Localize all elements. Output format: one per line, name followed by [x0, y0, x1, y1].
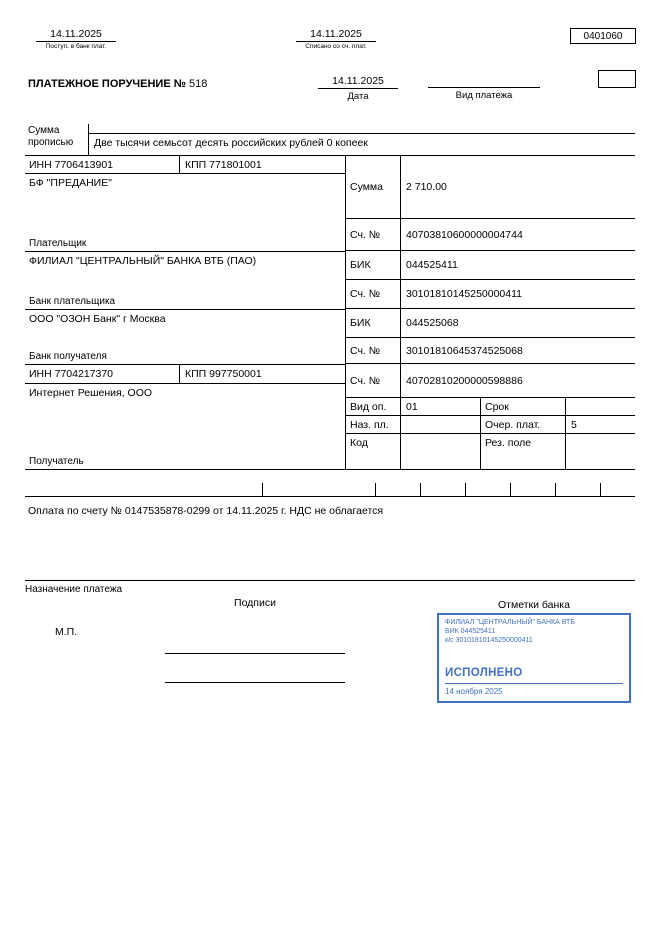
field-divider [555, 483, 556, 496]
bank-marks-label: Отметки банка [498, 599, 570, 611]
payee-bank-block [25, 310, 345, 365]
payer-bank-account-row [346, 280, 635, 309]
stamp-corr-account: к/с 30101810145250000411 [445, 637, 533, 645]
purpose-code-label: Наз. пл. [346, 416, 401, 433]
tax-fields-strip [25, 470, 635, 497]
op-type-row [346, 398, 635, 416]
purpose-label: Назначение платежа [25, 584, 123, 595]
signature-line-1 [165, 653, 345, 654]
main-table-left-column [25, 156, 345, 469]
code-label: Код [346, 434, 401, 469]
payee-bank-account-label: Сч. № [346, 338, 401, 363]
amount-label: Сумма [346, 156, 401, 218]
amount-words-section [25, 124, 635, 156]
payer-bank-account-label: Сч. № [346, 280, 401, 308]
payment-type-block [428, 75, 540, 101]
purpose-code-value [401, 416, 481, 433]
payee-account-row [346, 364, 635, 398]
payee-account-value: 40702810200000598886 [406, 374, 523, 387]
payment-purpose-text: Оплата по счету № 0147535878-0299 от 14.11.2025 г. НДС не облагается [28, 505, 384, 517]
payment-type-code-box [598, 70, 636, 88]
field-divider [600, 483, 601, 496]
payer-bank-block [25, 252, 345, 310]
reserve-value [566, 434, 635, 469]
document-date-value: 14.11.2025 [318, 75, 398, 89]
document-date-label: Дата [347, 91, 369, 102]
document-date-block [318, 75, 398, 102]
payee-label: Получатель [29, 456, 84, 467]
signature-line-2 [165, 682, 345, 683]
field-divider [375, 483, 376, 496]
stamp-bank-name: ФИЛИАЛ "ЦЕНТРАЛЬНЫЙ" БАНКА ВТБ [445, 619, 575, 626]
form-code-value: 0401060 [583, 30, 623, 42]
payment-type-line [428, 75, 540, 88]
debited-date-value: 14.11.2025 [296, 28, 376, 42]
payee-bank-label: Банк получателя [29, 351, 107, 362]
bank-stamp [437, 613, 631, 703]
payee-inn-kpp-row [25, 365, 345, 384]
payer-bank-name: ФИЛИАЛ "ЦЕНТРАЛЬНЫЙ" БАНКА ВТБ (ПАО) [29, 255, 257, 267]
payee-bank-bik-row [346, 309, 635, 338]
code-row [346, 434, 635, 469]
payee-block [25, 384, 345, 469]
amount-words-value: Две тысячи семьсот десять российских рублей 0 копеек [89, 133, 635, 155]
payer-bank-account-value: 30101810145250000411 [406, 288, 523, 300]
reserve-label: Рез. поле [481, 434, 566, 469]
stamp-bik: БИК 044525411 [445, 628, 496, 636]
payer-bank-label: Банк плательщика [29, 296, 116, 307]
received-date-value: 14.11.2025 [36, 28, 116, 42]
payee-account-label: Сч. № [346, 364, 401, 397]
payer-name: БФ "ПРЕДАНИЕ" [29, 177, 112, 189]
field-divider [465, 483, 466, 496]
amount-row [346, 156, 635, 219]
payee-bank-bik-label: БИК [346, 309, 401, 337]
payee-name: Интернет Решения, ООО [29, 387, 153, 399]
mp-label: М.П. [55, 626, 78, 638]
field-divider [262, 483, 263, 496]
payer-bank-bik-row [346, 251, 635, 280]
payee-bank-account-row [346, 338, 635, 364]
term-label: Срок [481, 398, 566, 415]
payer-inn-kpp-row [25, 156, 345, 174]
amount-words-label: Сумма прописью [25, 124, 89, 155]
payer-bank-bik-value: 044525411 [406, 259, 458, 271]
form-code-box [570, 28, 636, 44]
received-date-label: Поступ. в банк плат. [45, 43, 107, 50]
op-type-value: 01 [401, 398, 481, 415]
payee-bank-bik-value: 044525068 [406, 317, 459, 329]
payee-kpp: КПП 997750001 [185, 368, 262, 380]
payer-inn: ИНН 7706413901 [25, 156, 180, 173]
payer-account-row [346, 219, 635, 251]
document-title [28, 78, 207, 90]
code-value [401, 434, 481, 469]
amount-value: 2 710.00 [406, 181, 447, 193]
signatures-label: Подписи [234, 597, 276, 609]
term-value [566, 398, 635, 415]
debited-date-label: Списано со сч. плат. [305, 43, 367, 50]
payee-bank-account-value: 30101810645374525068 [406, 344, 523, 357]
payer-label: Плательщик [29, 238, 87, 249]
purpose-section [25, 580, 635, 595]
stamp-date: 14 ноября 2025 [445, 687, 503, 697]
priority-value: 5 [571, 418, 577, 431]
main-table [25, 156, 635, 470]
payer-account-label: Сч. № [346, 219, 401, 250]
priority-label: Очер. плат. [481, 416, 566, 433]
payee-bank-name: ООО "ОЗОН Банк" г Москва [29, 313, 166, 325]
payer-kpp: КПП 771801001 [185, 158, 262, 171]
document-number: 518 [189, 78, 208, 90]
payment-type-label: Вид платежа [455, 90, 513, 101]
stamp-status: ИСПОЛНЕНО [445, 667, 523, 680]
received-date-block [36, 28, 116, 50]
payee-inn: ИНН 7704217370 [25, 365, 180, 383]
field-divider [420, 483, 421, 496]
field-divider [510, 483, 511, 496]
title-text: ПЛАТЕЖНОЕ ПОРУЧЕНИЕ № [28, 78, 186, 90]
payer-block [25, 174, 345, 252]
main-table-right-column [345, 156, 635, 469]
payer-bank-bik-label: БИК [346, 251, 401, 279]
payer-account-value: 40703810600000004744 [406, 228, 523, 241]
priority-row [346, 416, 635, 434]
op-type-label: Вид оп. [346, 398, 401, 415]
debited-date-block [296, 28, 376, 50]
